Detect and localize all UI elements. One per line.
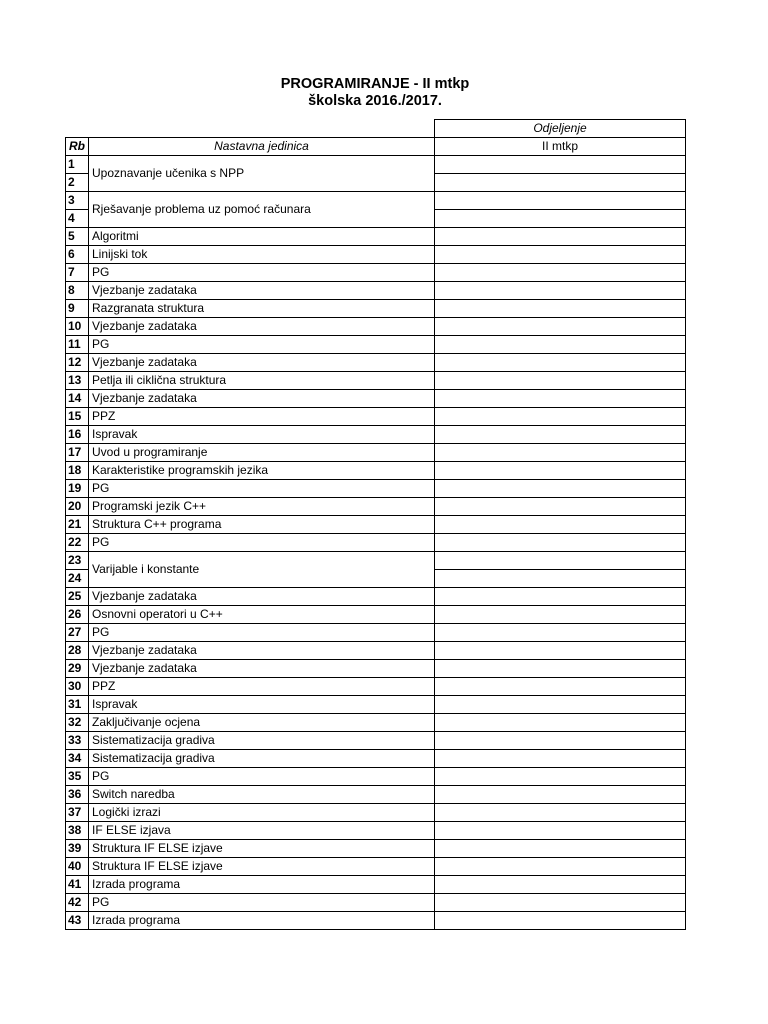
row-number: 41 xyxy=(66,876,89,894)
header-group-row xyxy=(66,120,686,138)
class-cell xyxy=(435,804,686,822)
row-number: 18 xyxy=(66,462,89,480)
class-cell xyxy=(435,678,686,696)
row-number: 16 xyxy=(66,426,89,444)
lesson-unit: PPZ xyxy=(89,408,435,426)
table-row xyxy=(66,912,686,930)
class-cell xyxy=(435,696,686,714)
class-cell xyxy=(435,588,686,606)
lesson-unit: PG xyxy=(89,480,435,498)
table-row xyxy=(66,534,686,552)
lesson-unit: Upoznavanje učenika s NPP xyxy=(89,156,435,192)
row-number: 27 xyxy=(66,624,89,642)
class-cell xyxy=(435,372,686,390)
row-number: 34 xyxy=(66,750,89,768)
row-number: 28 xyxy=(66,642,89,660)
class-cell xyxy=(435,786,686,804)
table-row xyxy=(66,768,686,786)
row-number: 8 xyxy=(66,282,89,300)
lesson-unit: PG xyxy=(89,336,435,354)
class-cell xyxy=(435,624,686,642)
class-cell xyxy=(435,912,686,930)
class-cell xyxy=(435,822,686,840)
row-number: 35 xyxy=(66,768,89,786)
class-cell xyxy=(435,894,686,912)
class-cell xyxy=(435,462,686,480)
class-cell xyxy=(435,840,686,858)
class-cell xyxy=(435,714,686,732)
class-cell xyxy=(435,228,686,246)
table-row xyxy=(66,264,686,282)
class-cell xyxy=(435,264,686,282)
lesson-unit: Izrada programa xyxy=(89,876,435,894)
row-number: 2 xyxy=(66,174,89,192)
row-number: 14 xyxy=(66,390,89,408)
table-row xyxy=(66,192,686,210)
header-rb: Rb xyxy=(66,138,89,156)
table-row xyxy=(66,786,686,804)
table-row xyxy=(66,300,686,318)
row-number: 25 xyxy=(66,588,89,606)
class-cell xyxy=(435,570,686,588)
lesson-unit: Sistematizacija gradiva xyxy=(89,732,435,750)
header-nastavna-jedinica: Nastavna jedinica xyxy=(89,138,435,156)
row-number: 29 xyxy=(66,660,89,678)
class-cell xyxy=(435,768,686,786)
table-row xyxy=(66,354,686,372)
class-cell xyxy=(435,480,686,498)
lesson-unit: Algoritmi xyxy=(89,228,435,246)
lesson-unit: IF ELSE izjava xyxy=(89,822,435,840)
table-row xyxy=(66,714,686,732)
class-cell xyxy=(435,282,686,300)
table-row xyxy=(66,696,686,714)
row-number: 39 xyxy=(66,840,89,858)
row-number: 40 xyxy=(66,858,89,876)
lesson-unit: Struktura C++ programa xyxy=(89,516,435,534)
class-cell xyxy=(435,750,686,768)
header-odjeljenje: Odjeljenje xyxy=(435,120,686,138)
lesson-unit: Ispravak xyxy=(89,426,435,444)
class-cell xyxy=(435,498,686,516)
row-number: 37 xyxy=(66,804,89,822)
lesson-unit: PG xyxy=(89,624,435,642)
class-cell xyxy=(435,354,686,372)
row-number: 17 xyxy=(66,444,89,462)
row-number: 30 xyxy=(66,678,89,696)
class-cell xyxy=(435,210,686,228)
class-cell xyxy=(435,660,686,678)
lesson-unit: Struktura IF ELSE izjave xyxy=(89,840,435,858)
lesson-unit: PG xyxy=(89,768,435,786)
row-number: 13 xyxy=(66,372,89,390)
lesson-unit: Razgranata struktura xyxy=(89,300,435,318)
table-row xyxy=(66,642,686,660)
lesson-unit: Logički izrazi xyxy=(89,804,435,822)
lesson-unit: Vjezbanje zadataka xyxy=(89,642,435,660)
lesson-unit: Petlja ili ciklična struktura xyxy=(89,372,435,390)
class-cell xyxy=(435,606,686,624)
table-row xyxy=(66,444,686,462)
table-row xyxy=(66,336,686,354)
row-number: 43 xyxy=(66,912,89,930)
document-title: PROGRAMIRANJE - II mtkp xyxy=(280,76,470,92)
lesson-unit: Osnovni operatori u C++ xyxy=(89,606,435,624)
lesson-unit: Sistematizacija gradiva xyxy=(89,750,435,768)
row-number: 3 xyxy=(66,192,89,210)
table-row xyxy=(66,228,686,246)
lesson-unit: PPZ xyxy=(89,678,435,696)
row-number: 36 xyxy=(66,786,89,804)
table-row xyxy=(66,282,686,300)
class-cell xyxy=(435,336,686,354)
row-number: 42 xyxy=(66,894,89,912)
table-body xyxy=(66,156,686,930)
row-number: 9 xyxy=(66,300,89,318)
lesson-unit: Uvod u programiranje xyxy=(89,444,435,462)
class-cell xyxy=(435,876,686,894)
lesson-unit: Linijski tok xyxy=(89,246,435,264)
lesson-unit: PG xyxy=(89,264,435,282)
table-row xyxy=(66,246,686,264)
table-row xyxy=(66,408,686,426)
table-row xyxy=(66,588,686,606)
class-cell xyxy=(435,534,686,552)
row-number: 26 xyxy=(66,606,89,624)
table-row xyxy=(66,552,686,570)
class-cell xyxy=(435,516,686,534)
row-number: 23 xyxy=(66,552,89,570)
lesson-unit: Vjezbanje zadataka xyxy=(89,282,435,300)
class-cell xyxy=(435,858,686,876)
row-number: 19 xyxy=(66,480,89,498)
row-number: 31 xyxy=(66,696,89,714)
table-row xyxy=(66,750,686,768)
row-number: 38 xyxy=(66,822,89,840)
class-cell xyxy=(435,732,686,750)
table-row xyxy=(66,804,686,822)
lesson-unit: Vjezbanje zadataka xyxy=(89,354,435,372)
row-number: 21 xyxy=(66,516,89,534)
row-number: 24 xyxy=(66,570,89,588)
lesson-unit: Izrada programa xyxy=(89,912,435,930)
class-cell xyxy=(435,642,686,660)
blank-cell xyxy=(66,120,89,138)
table-row xyxy=(66,894,686,912)
table-row xyxy=(66,426,686,444)
class-cell xyxy=(435,390,686,408)
row-number: 10 xyxy=(66,318,89,336)
class-cell xyxy=(435,426,686,444)
table-row xyxy=(66,876,686,894)
class-cell xyxy=(435,192,686,210)
row-number: 7 xyxy=(66,264,89,282)
lesson-unit: Vjezbanje zadataka xyxy=(89,390,435,408)
lesson-unit: Vjezbanje zadataka xyxy=(89,588,435,606)
row-number: 4 xyxy=(66,210,89,228)
blank-cell xyxy=(89,120,435,138)
row-number: 12 xyxy=(66,354,89,372)
class-cell xyxy=(435,300,686,318)
school-year: školska 2016./2017. xyxy=(308,93,442,109)
row-number: 11 xyxy=(66,336,89,354)
table-row xyxy=(66,462,686,480)
class-cell xyxy=(435,318,686,336)
class-cell xyxy=(435,444,686,462)
row-number: 32 xyxy=(66,714,89,732)
header-class: II mtkp xyxy=(435,138,686,156)
class-cell xyxy=(435,156,686,174)
lesson-unit: Vjezbanje zadataka xyxy=(89,318,435,336)
class-cell xyxy=(435,552,686,570)
row-number: 6 xyxy=(66,246,89,264)
lesson-unit: PG xyxy=(89,534,435,552)
lesson-unit: Varijable i konstante xyxy=(89,552,435,588)
row-number: 15 xyxy=(66,408,89,426)
lesson-unit: Zaključivanje ocjena xyxy=(89,714,435,732)
class-cell xyxy=(435,174,686,192)
lesson-unit: Switch naredba xyxy=(89,786,435,804)
lesson-unit: Vjezbanje zadataka xyxy=(89,660,435,678)
table-row xyxy=(66,732,686,750)
row-number: 1 xyxy=(66,156,89,174)
table-row xyxy=(66,372,686,390)
lesson-unit: Ispravak xyxy=(89,696,435,714)
table-row xyxy=(66,480,686,498)
table-row xyxy=(66,840,686,858)
header-row xyxy=(66,138,686,156)
lesson-unit: Programski jezik C++ xyxy=(89,498,435,516)
class-cell xyxy=(435,246,686,264)
table-row xyxy=(66,606,686,624)
table-row xyxy=(66,822,686,840)
lesson-unit: Rješavanje problema uz pomoć računara xyxy=(89,192,435,228)
lesson-unit: Karakteristike programskih jezika xyxy=(89,462,435,480)
row-number: 20 xyxy=(66,498,89,516)
table-row xyxy=(66,390,686,408)
row-number: 22 xyxy=(66,534,89,552)
lesson-plan-table xyxy=(65,119,686,930)
lesson-unit: Struktura IF ELSE izjave xyxy=(89,858,435,876)
table-row xyxy=(66,498,686,516)
row-number: 5 xyxy=(66,228,89,246)
lesson-unit: PG xyxy=(89,894,435,912)
class-cell xyxy=(435,408,686,426)
table-row xyxy=(66,156,686,174)
table-row xyxy=(66,516,686,534)
row-number: 33 xyxy=(66,732,89,750)
table-row xyxy=(66,678,686,696)
table-row xyxy=(66,660,686,678)
table-row xyxy=(66,318,686,336)
table-row xyxy=(66,624,686,642)
table-row xyxy=(66,858,686,876)
